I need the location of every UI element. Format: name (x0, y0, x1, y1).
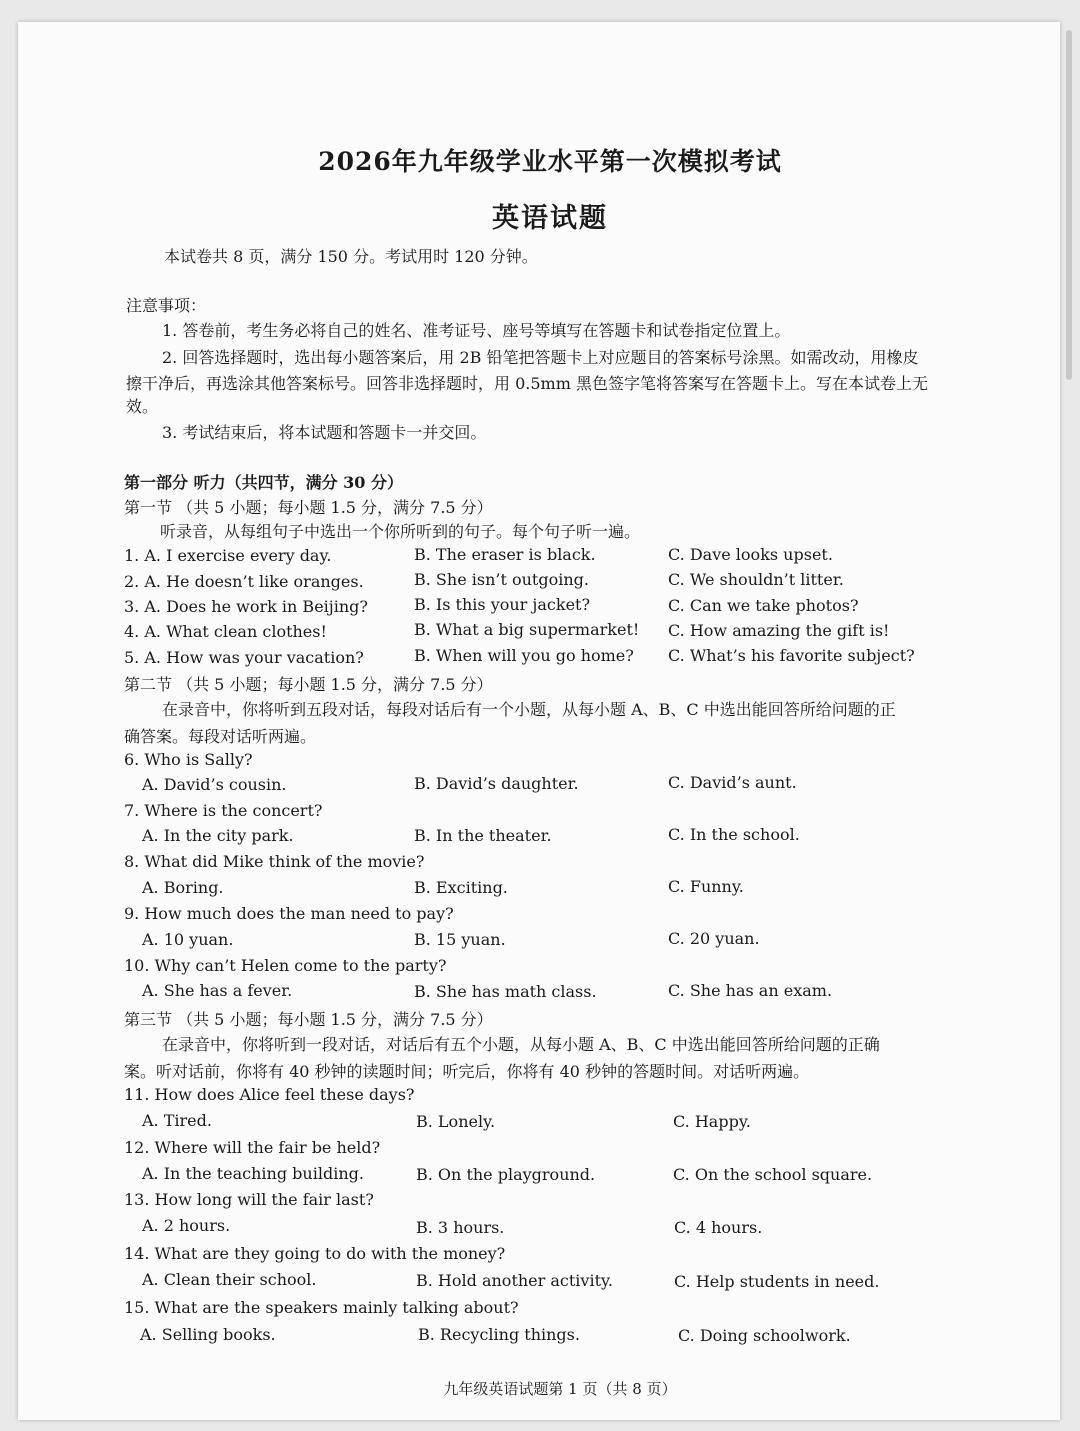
part1-heading: 第一部分 听力（共四节，满分 30 分） (124, 473, 403, 492)
q2-option-a: 2. A. He doesn’t like oranges. (124, 572, 364, 591)
q4-option-b: B. What a big supermarket! (414, 620, 640, 639)
q10-option-b: B. She has math class. (414, 982, 597, 1001)
q11-option-c: C. Happy. (673, 1112, 751, 1131)
section2-heading: 第二节 （共 5 小题；每小题 1.5 分，满分 7.5 分） (124, 675, 493, 694)
section2-instruction-line-2: 确答案。每段对话听两遍。 (124, 727, 317, 746)
section1-heading: 第一节 （共 5 小题；每小题 1.5 分，满分 7.5 分） (124, 498, 493, 517)
notes-item-2-line-1: 2. 回答选择题时，选出每小题答案后，用 2B 铅笔把答题卡上对应题目的答案标号涂黑。如需改动，用橡皮 (162, 348, 919, 367)
q3-option-c: C. Can we take photos? (668, 596, 859, 615)
q3-option-b: B. Is this your jacket? (414, 595, 591, 614)
q12-option-a: A. In the teaching building. (142, 1164, 364, 1183)
exam-subject-title: 英语试题 (492, 203, 608, 234)
section3-instruction-line-1: 在录音中，你将听到一段对话，对话后有五个小题，从每小题 A、B、C 中选出能回答所给问题的正确 (162, 1035, 880, 1054)
q2-option-b: B. She isn’t outgoing. (414, 570, 589, 589)
q5-option-c: C. What’s his favorite subject? (668, 646, 915, 665)
q11-question: 11. How does Alice feel these days? (124, 1085, 415, 1104)
q9-question: 9. How much does the man need to pay? (124, 904, 454, 923)
exam-title: 2026年九年级学业水平第一次模拟考试 (318, 147, 782, 176)
q15-question: 15. What are the speakers mainly talking about? (124, 1298, 519, 1317)
q13-option-a: A. 2 hours. (142, 1216, 231, 1235)
q1-option-a: 1. A. I exercise every day. (124, 546, 332, 565)
q7-option-b: B. In the theater. (414, 826, 552, 845)
q8-option-b: B. Exciting. (414, 878, 508, 897)
q11-option-a: A. Tired. (142, 1111, 212, 1130)
q5-option-a: 5. A. How was your vacation? (124, 648, 364, 667)
q8-option-a: A. Boring. (142, 878, 224, 897)
notes-item-1: 1. 答卷前，考生务必将自己的姓名、准考证号、座号等填写在答题卡和试卷指定位置上。 (162, 321, 791, 340)
q15-option-c: C. Doing schoolwork. (678, 1326, 851, 1345)
exam-intro: 本试卷共 8 页，满分 150 分。考试用时 120 分钟。 (164, 247, 538, 266)
q13-option-b: B. 3 hours. (416, 1218, 505, 1237)
q15-option-b: B. Recycling things. (418, 1325, 580, 1344)
q7-question: 7. Where is the concert? (124, 801, 323, 820)
q1-option-b: B. The eraser is black. (414, 545, 596, 564)
q4-option-a: 4. A. What clean clothes! (124, 622, 327, 641)
section1-instruction: 听录音，从每组句子中选出一个你所听到的句子。每个句子听一遍。 (160, 522, 641, 541)
q14-question: 14. What are they going to do with the money? (124, 1244, 506, 1263)
q15-option-a: A. Selling books. (140, 1325, 276, 1344)
q10-option-c: C. She has an exam. (668, 981, 833, 1000)
q9-option-c: C. 20 yuan. (668, 929, 760, 948)
q13-option-c: C. 4 hours. (674, 1218, 763, 1237)
q1-option-c: C. Dave looks upset. (668, 545, 833, 564)
q6-option-b: B. David’s daughter. (414, 774, 579, 793)
section3-heading: 第三节 （共 5 小题；每小题 1.5 分，满分 7.5 分） (124, 1010, 493, 1029)
q8-question: 8. What did Mike think of the movie? (124, 852, 425, 871)
q14-option-b: B. Hold another activity. (416, 1271, 614, 1290)
q8-option-c: C. Funny. (668, 877, 744, 896)
q12-option-b: B. On the playground. (416, 1165, 596, 1184)
q6-option-c: C. David’s aunt. (668, 773, 797, 792)
q14-option-c: C. Help students in need. (674, 1272, 880, 1291)
notes-heading: 注意事项： (126, 296, 207, 315)
q6-question: 6. Who is Sally? (124, 750, 253, 769)
q13-question: 13. How long will the fair last? (124, 1190, 374, 1209)
notes-item-3: 3. 考试结束后，将本试题和答题卡一并交回。 (162, 423, 487, 442)
q10-question: 10. Why can’t Helen come to the party? (124, 956, 447, 975)
q6-option-a: A. David’s cousin. (142, 775, 287, 794)
page-footer: 九年级英语试题第 1 页（共 8 页） (443, 1380, 677, 1398)
q4-option-c: C. How amazing the gift is! (668, 621, 890, 640)
q14-option-a: A. Clean their school. (142, 1270, 317, 1289)
section2-instruction-line-1: 在录音中，你将听到五段对话，每段对话后有一个小题，从每小题 A、B、C 中选出能回答所给问题的正 (162, 700, 896, 719)
q11-option-b: B. Lonely. (416, 1112, 496, 1131)
q12-question: 12. Where will the fair be held? (124, 1138, 381, 1157)
notes-item-2-line-3: 效。 (126, 397, 159, 416)
q9-option-b: B. 15 yuan. (414, 930, 506, 949)
q10-option-a: A. She has a fever. (142, 981, 293, 1000)
section3-instruction-line-2: 案。听对话前，你将有 40 秒钟的读题时间；听完后，你将有 40 秒钟的答题时间。对话听两遍。 (124, 1062, 810, 1081)
notes-item-2-line-2: 擦干净后，再选涂其他答案标号。回答非选择题时，用 0.5mm 黑色签字笔将答案写在答题卡上。写在本试卷上无 (126, 374, 928, 393)
q7-option-c: C. In the school. (668, 825, 800, 844)
q9-option-a: A. 10 yuan. (142, 930, 234, 949)
q2-option-c: C. We shouldn’t litter. (668, 570, 844, 589)
q3-option-a: 3. A. Does he work in Beijing? (124, 597, 368, 616)
q12-option-c: C. On the school square. (673, 1165, 873, 1184)
q5-option-b: B. When will you go home? (414, 646, 634, 665)
q7-option-a: A. In the city park. (142, 826, 294, 845)
